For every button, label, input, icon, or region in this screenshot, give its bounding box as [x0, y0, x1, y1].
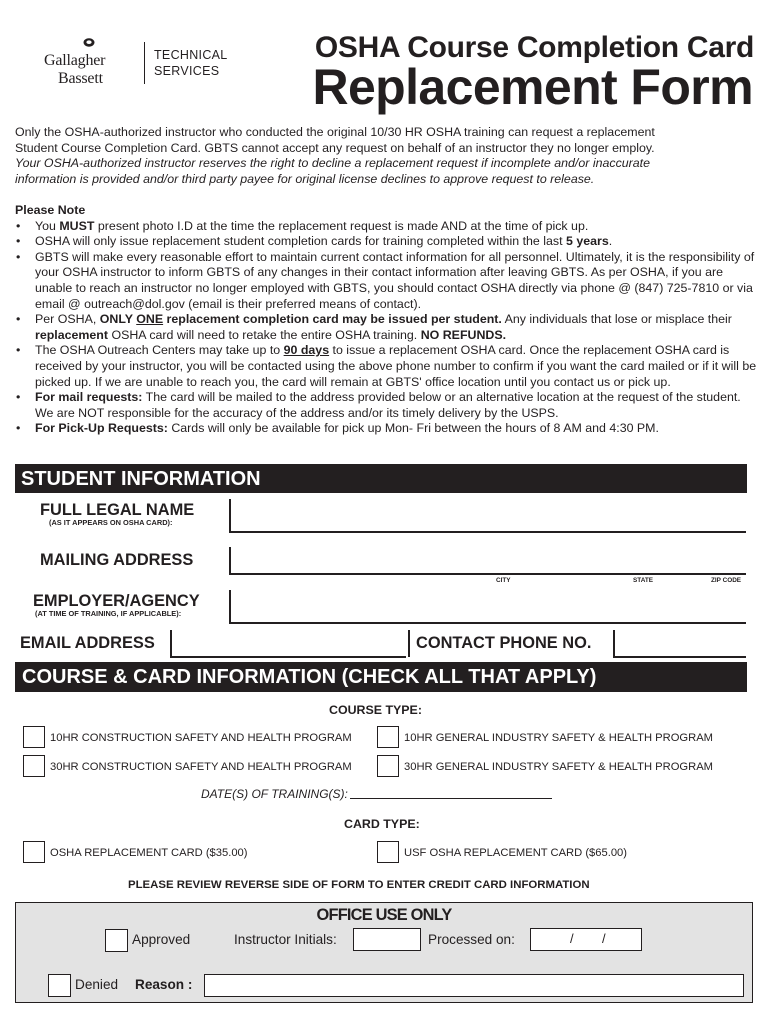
- logo-company-line2: Bassett: [58, 70, 103, 87]
- option-30hr-construction: 30HR CONSTRUCTION SAFETY AND HEALTH PROGRAM: [50, 761, 352, 773]
- zip-code-caption: ZIP CODE: [711, 577, 742, 584]
- mailing-address-field[interactable]: [229, 573, 746, 575]
- checkbox-10hr-general-industry[interactable]: [377, 726, 399, 748]
- note-item-contact-info: • GBTS will make every reasonable effort to maintain current contact information for all personnel. Ultimately, it is the responsibility of your OSHA instructor to inform GBTS of any changes in their contact information after leaving GBTS. As per OSHA, if you are unable to reach an instructor no longer employed with GBTS, you should contact OSHA directly via phone @ (847) 725-7810 or via email @ outreach@dol.gov (email is their preferred means of contact).: [15, 250, 760, 312]
- note-item-mail-requests: • For mail requests: The card will be mailed to the address provided below or an alternative location at the request of the student. We are NOT responsible for the accuracy of the address and/or its timely delivery by the USPS.: [15, 390, 760, 421]
- intro-line: Student Course Completion Card. GBTS cannot accept any request on behalf of an instructor they no longer employ.: [15, 140, 655, 155]
- full-legal-name-sublabel: (AS IT APPEARS ON OSHA CARD):: [49, 518, 173, 527]
- full-legal-name-label: FULL LEGAL NAME: [40, 501, 195, 519]
- note-item-five-years: • OSHA will only issue replacement student completion cards for training completed within the last 5 years.: [15, 234, 760, 250]
- option-10hr-general-industry: 10HR GENERAL INDUSTRY SAFETY & HEALTH PROGRAM: [404, 732, 713, 744]
- card-type-label: CARD TYPE:: [344, 817, 420, 831]
- employer-agency-label: EMPLOYER/AGENCY: [33, 592, 200, 610]
- form-header: [0, 0, 770, 122]
- student-information-heading: STUDENT INFORMATION: [15, 464, 747, 493]
- note-item-ninety-days: • The OSHA Outreach Centers may take up to 90 days to issue a replacement OSHA card. Once the replacement OSHA card is received by your instructor, you will be contacted using the above phone number to confirm if you want the card mailed or if it will be picked up. If we are unable to reach you, the card will remain at GBTS' office location until you contact us or pick up.: [15, 343, 760, 390]
- email-address-label: EMAIL ADDRESS: [20, 634, 155, 652]
- intro-italic-line: Your OSHA-authorized instructor reserves the right to decline a replacement request if incomplete and/or inaccurate: [15, 156, 651, 171]
- note-item-one-card: • Per OSHA, ONLY ONE replacement completion card may be issued per student. Any individuals that lose or misplace their replacement OSHA card will need to retake the entire OSHA training. NO REFUNDS.: [15, 312, 760, 343]
- option-10hr-construction: 10HR CONSTRUCTION SAFETY AND HEALTH PROGRAM: [50, 732, 352, 744]
- reason-field[interactable]: [204, 974, 744, 997]
- credit-card-review-note: PLEASE REVIEW REVERSE SIDE OF FORM TO ENTER CREDIT CARD INFORMATION: [128, 879, 590, 891]
- processed-on-label: Processed on:: [428, 932, 515, 947]
- logo-divider: [144, 42, 145, 84]
- employer-agency-sublabel: (AT TIME OF TRAINING, IF APPLICABLE):: [35, 609, 182, 618]
- course-type-label: COURSE TYPE:: [329, 703, 422, 717]
- reason-label: Reason :: [135, 977, 193, 992]
- checkbox-osha-replacement-card[interactable]: [23, 841, 45, 863]
- employer-agency-field[interactable]: [229, 622, 746, 624]
- logo-division-line2: SERVICES: [154, 64, 220, 78]
- logo-mark-icon: [83, 38, 95, 47]
- intro-paragraph: [15, 125, 760, 187]
- field-divider: [229, 547, 231, 574]
- mailing-address-label: MAILING ADDRESS: [40, 551, 194, 569]
- processed-on-date-field[interactable]: [530, 928, 642, 951]
- instructor-initials-field[interactable]: [353, 928, 421, 951]
- checkbox-usf-osha-replacement-card[interactable]: [377, 841, 399, 863]
- instructor-initials-label: Instructor Initials:: [234, 932, 337, 947]
- approved-label: Approved: [132, 932, 191, 947]
- field-divider: [408, 630, 410, 657]
- state-caption: STATE: [633, 577, 653, 584]
- approved-checkbox[interactable]: [105, 929, 128, 952]
- date-separator: /: [602, 931, 606, 946]
- please-note-heading: Please Note: [15, 203, 86, 217]
- date-separator: /: [570, 931, 574, 946]
- intro-italic-line: information is provided and/or third party payee for original license declines to approve request to release.: [15, 171, 595, 186]
- logo-company-line1: Gallagher: [44, 52, 106, 69]
- option-30hr-general-industry: 30HR GENERAL INDUSTRY SAFETY & HEALTH PROGRAM: [404, 761, 713, 773]
- logo-division-line1: TECHNICAL: [154, 48, 228, 62]
- course-card-information-heading: COURSE & CARD INFORMATION (CHECK ALL THAT APPLY): [15, 662, 747, 692]
- note-item-photo-id: • You MUST present photo I.D at the time the replacement request is made AND at the time of pick up.: [15, 219, 760, 235]
- denied-label: Denied: [75, 977, 119, 992]
- field-divider: [229, 499, 231, 532]
- form-title-line2: Replacement Form: [312, 59, 753, 115]
- contact-phone-field[interactable]: [613, 656, 746, 658]
- office-use-only-panel: [15, 902, 753, 1003]
- dates-of-training: [201, 787, 552, 801]
- note-item-pickup-requests: • For Pick-Up Requests: Cards will only be available for pick up Mon- Fri between the hours of 8 AM and 4:30 PM.: [15, 421, 760, 437]
- checkbox-30hr-construction[interactable]: [23, 755, 45, 777]
- full-legal-name-field[interactable]: [229, 531, 746, 533]
- option-osha-replacement-card: OSHA REPLACEMENT CARD ($35.00): [50, 847, 248, 859]
- option-usf-osha-replacement-card: USF OSHA REPLACEMENT CARD ($65.00): [404, 847, 627, 859]
- dates-of-training-label: DATE(S) OF TRAINING(S):: [201, 787, 348, 801]
- contact-phone-label: CONTACT PHONE NO.: [416, 634, 592, 652]
- field-divider: [613, 630, 615, 657]
- form-title-line1: OSHA Course Completion Card: [314, 31, 754, 64]
- denied-checkbox[interactable]: [48, 974, 71, 997]
- checkbox-10hr-construction[interactable]: [23, 726, 45, 748]
- please-note-list: [15, 219, 760, 437]
- dates-of-training-field[interactable]: [350, 787, 552, 799]
- checkbox-30hr-general-industry[interactable]: [377, 755, 399, 777]
- field-divider: [170, 630, 172, 657]
- please-note-section: [15, 203, 760, 437]
- intro-line: Only the OSHA-authorized instructor who conducted the original 10/30 HR OSHA training can request a replacement: [15, 125, 655, 139]
- field-divider: [229, 590, 231, 623]
- city-caption: CITY: [496, 577, 511, 584]
- office-use-only-title: OFFICE USE ONLY: [316, 906, 452, 924]
- gallagher-bassett-logo: [40, 34, 230, 94]
- email-address-field[interactable]: [170, 656, 406, 658]
